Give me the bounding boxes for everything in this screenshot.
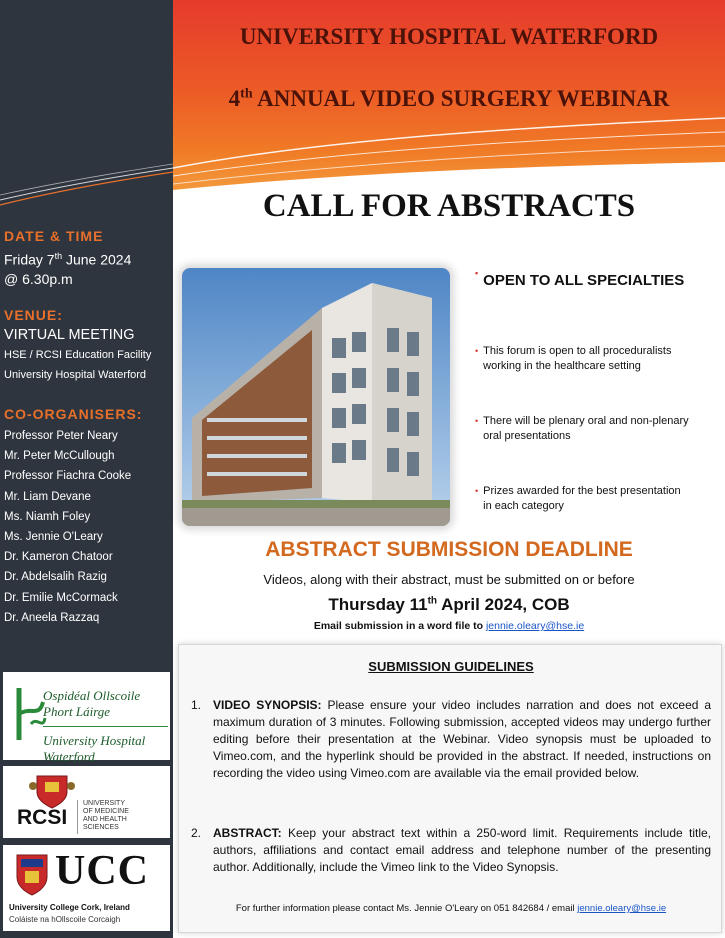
submission-guidelines-box: [178, 644, 722, 933]
ucc-abbr: UCC: [55, 848, 149, 894]
hospital-building-illustration: [182, 268, 450, 526]
guideline-text: Please ensure your video includes narration and does not exceed a maximum duration of 3 minutes. Following submission, accepted videos may undergo further editing before their presentation at the Webinar. Video synopsis must be uploaded to Vimeo.com, and the hyperlink should be provided in the abstract. If needed, instructions on recording the video using Vimeo.com are available via the email provided below.: [213, 698, 711, 780]
deadline-date-day: Thursday 11: [328, 595, 428, 614]
venue-main: VIRTUAL MEETING: [4, 327, 135, 343]
organisers-heading: CO-ORGANISERS:: [4, 406, 143, 422]
venue-section: [4, 307, 151, 385]
organiser-name: Professor Fiachra Cooke: [4, 470, 132, 483]
ucc-logo: [3, 845, 170, 931]
submission-email-prefix: Email submission in a word file to: [313, 620, 484, 632]
event-date-day: Friday 7: [4, 251, 55, 268]
bullet-dot-icon: •: [475, 346, 479, 356]
organiser-name: Mr. Peter McCullough: [4, 450, 115, 463]
organiser-name: Ms. Jennie O'Leary: [4, 531, 103, 544]
ucc-line-1: University College Cork, Ireland: [9, 903, 130, 912]
webinar-title-text: ANNUAL VIDEO SURGERY WEBINAR: [257, 86, 670, 111]
rcsi-logo: [3, 766, 170, 838]
rcsi-crest-icon: [27, 770, 77, 810]
sidebar-swoosh-graphic: [0, 0, 173, 230]
highlight-item-line: working in the healthcare setting: [483, 360, 641, 372]
venue-heading: VENUE:: [4, 307, 63, 323]
rcsi-abbr: RCSI: [17, 806, 68, 829]
hospital-building-photo: [182, 268, 450, 526]
uhw-logo-english: University Hospital Waterford: [43, 733, 146, 764]
organiser-name: Mr. Liam Devane: [4, 490, 91, 503]
date-heading: DATE & TIME: [4, 228, 104, 244]
highlight-item: [475, 344, 671, 374]
submission-email-line: [173, 620, 725, 632]
organiser-name: Professor Peter Neary: [4, 430, 118, 442]
ucc-crest-icon: [15, 853, 49, 897]
highlight-item-line: in each category: [483, 500, 564, 512]
highlight-item-line: This forum is open to all proceduralists: [483, 345, 672, 357]
guideline-number: 2.: [191, 826, 202, 840]
highlight-item-line: There will be plenary oral and non-plenary: [483, 415, 689, 427]
organiser-name: Dr. Emilie McCormack: [4, 591, 118, 604]
guideline-label: ABSTRACT:: [213, 826, 282, 840]
event-date-month: June 2024: [65, 251, 132, 268]
highlight-main: [475, 268, 720, 289]
webinar-title: [173, 86, 725, 112]
guideline-number: 1.: [191, 698, 202, 712]
guideline-text: Keep your abstract text within a 250-word limit. Requirements include title, authors, affiliations and contact email address and telephone number of the presenting author. Additionally, include the Vimeo link to the Video Synopsis.: [213, 826, 712, 874]
organisers-section: [4, 406, 142, 628]
organiser-name: Dr. Abdelsalih Razig: [4, 571, 107, 584]
rcsi-line-3: AND HEALTH: [83, 816, 127, 823]
bullet-dot-icon: •: [475, 416, 479, 426]
deadline-date-month: April 2024, COB: [441, 595, 570, 614]
guidelines-title: SUBMISSION GUIDELINES: [368, 659, 534, 674]
highlight-item: [475, 484, 681, 514]
footer-email-link[interactable]: jennie.oleary@hse.ie: [577, 903, 667, 914]
event-time: @ 6.30p.m: [4, 270, 73, 287]
guidelines-footer: [179, 903, 723, 914]
guideline-label: VIDEO SYNOPSIS:: [213, 698, 322, 712]
deadline-title: ABSTRACT SUBMISSION DEADLINE: [265, 538, 633, 561]
uhw-logo: [3, 672, 170, 764]
guideline-item: [191, 697, 711, 782]
organiser-name: Ms. Niamh Foley: [4, 510, 91, 523]
uhw-logo-irish: Ospidéal Ollscoile Phort Láirge: [43, 688, 168, 727]
highlight-item-line: oral presentations: [483, 430, 571, 442]
highlight-item: [475, 414, 689, 444]
highlight-item-line: Prizes awarded for the best presentation: [483, 485, 681, 497]
date-section: [4, 228, 131, 289]
highlights-list: [475, 268, 720, 512]
guidelines-footer-text: For further information please contact Ms. Jennie O'Leary on 051 842684 / email: [235, 903, 575, 914]
bullet-dot-icon: •: [475, 486, 479, 496]
webinar-ordinal: 4: [228, 86, 241, 111]
rcsi-line-1: UNIVERSITY: [83, 800, 126, 807]
hospital-title: UNIVERSITY HOSPITAL WATERFORD: [239, 24, 659, 49]
deadline-date: [173, 595, 725, 615]
bullet-dot-icon: •: [475, 268, 479, 278]
rcsi-line-2: OF MEDICINE: [83, 808, 129, 815]
venue-line-2: University Hospital Waterford: [4, 369, 147, 381]
ucc-line-2: Coláiste na hOllscoile Corcaigh: [9, 915, 121, 924]
header-banner: [173, 0, 725, 200]
highlight-main-text: OPEN TO ALL SPECIALTIES: [483, 272, 685, 289]
organiser-name: Dr. Aneela Razzaq: [4, 611, 100, 624]
rcsi-line-4: SCIENCES: [83, 824, 119, 831]
call-for-abstracts-title: CALL FOR ABSTRACTS: [262, 188, 636, 224]
deadline-date-sup: th: [427, 595, 438, 607]
venue-line-1: HSE / RCSI Education Facility: [4, 349, 152, 361]
guideline-item: [191, 825, 711, 876]
organiser-name: Dr. Kameron Chatoor: [4, 551, 113, 564]
webinar-ordinal-sup: th: [240, 86, 253, 102]
sidebar: [0, 0, 173, 938]
submission-email-link[interactable]: jennie.oleary@hse.ie: [485, 620, 585, 632]
event-date-sup: th: [54, 251, 63, 261]
event-date: [4, 247, 131, 270]
deadline-videos-line: Videos, along with their abstract, must be submitted on or before: [263, 572, 635, 587]
